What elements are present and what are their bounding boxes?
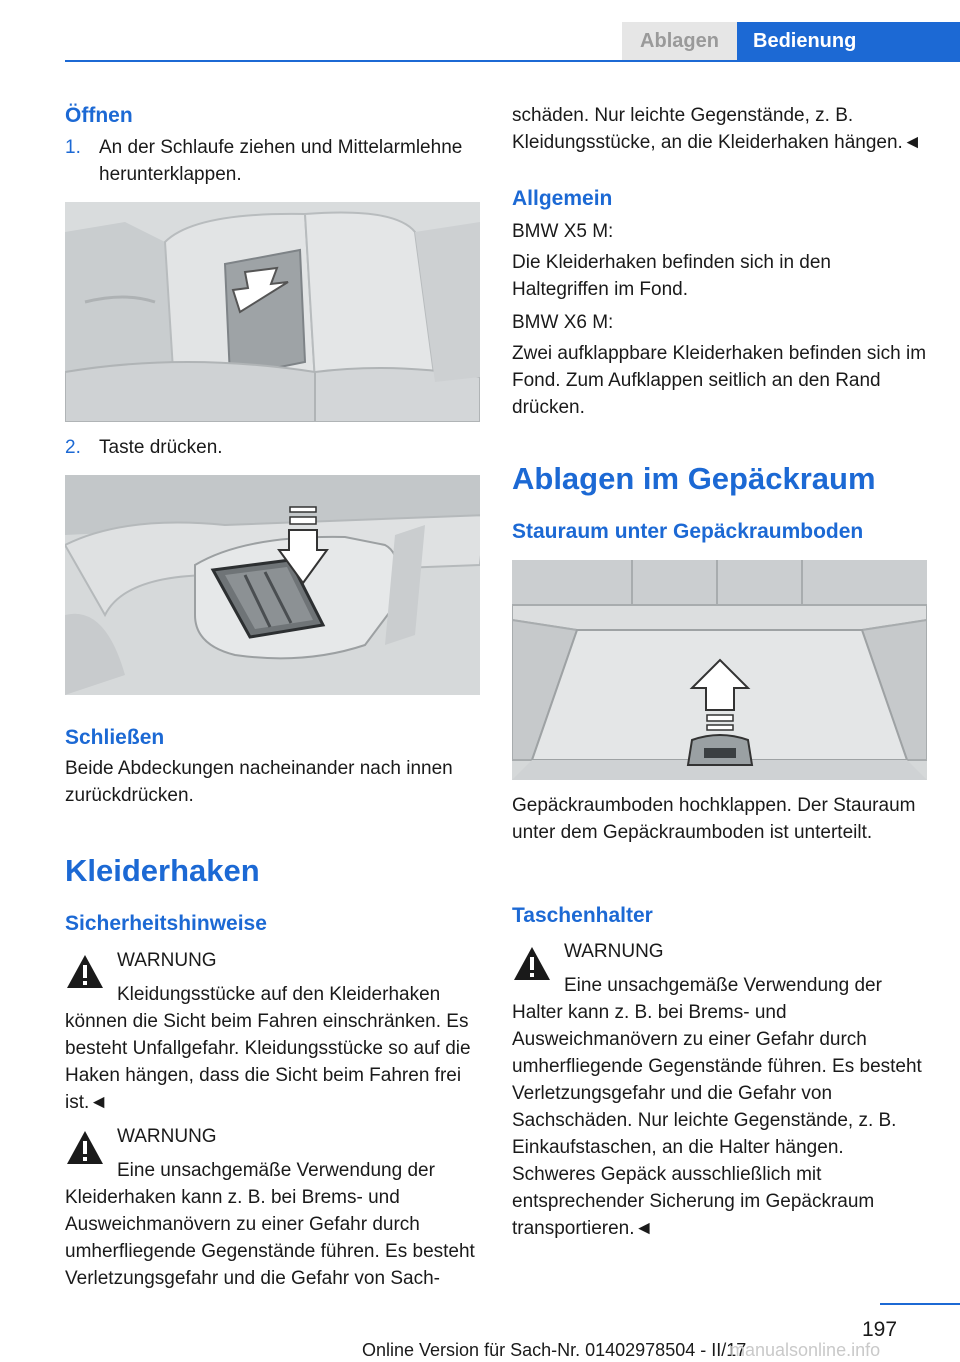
section-title-sicherheitshinweise: Sicherheitshinweise [65, 912, 267, 935]
step-text: Taste drücken. [99, 437, 223, 458]
watermark-brand: manualsonline.info [730, 1340, 881, 1360]
online-version-text: Online Version für Sach-Nr. 01402978504 - II/17 [362, 1340, 747, 1360]
step-text: An der Schlaufe ziehen und Mittelarmlehne herunterklappen. [99, 137, 463, 185]
warning-text-1: Kleidungsstücke auf den Kleiderhaken können die Sicht beim Fahren einschränken. Es besteht Unfallgefahr. Kleidungsstücke so auf die Haken hängen, dass die Sicht beim Fahren frei ist.◄ [65, 984, 471, 1113]
footer-rule [880, 1303, 960, 1305]
warning-label-1: WARNUNG [117, 950, 217, 971]
step-number: 1. [65, 137, 81, 158]
section-title-allgemein: Allgemein [512, 187, 613, 210]
stauraum-text: Gepäckraumboden hochklappen. Der Stauraum unter dem Gepäckraumboden ist unterteilt. [512, 795, 916, 843]
section-title-stauraum: Stauraum unter Gepäckraumboden [512, 520, 864, 543]
tab-bedienung[interactable]: Bedienung [737, 22, 960, 60]
list-item-step-1 [65, 134, 480, 188]
page-number: 197 [862, 1318, 898, 1341]
figure-trunk-floor [512, 560, 927, 780]
warning-text-2: Eine unsachgemäße Verwendung der Kleiderhaken kann z. B. bei Brems- und Ausweichmanövern zu einer Gefahr durch umherfliegende Gegenstände führen. Es besteht Verletzungsgefahr und die Gefahr von Sach- [65, 1160, 475, 1289]
section-title-taschenhalter: Taschenhalter [512, 904, 653, 927]
armrest-button-illustration [65, 475, 480, 695]
trunk-floor-illustration [512, 560, 927, 780]
list-item-step-2 [65, 434, 480, 461]
header-rule [65, 60, 960, 62]
continued-text: schäden. Nur leichte Gegenstände, z. B. Kleidungsstücke, an die Kleiderhaken hängen.◄ [512, 105, 922, 153]
x5-text: Die Kleiderhaken befinden sich in den Haltegriffen im Fond. [512, 252, 831, 300]
x5-label: BMW X5 M: [512, 221, 614, 242]
rear-seat-illustration [65, 202, 480, 422]
section-title-schliessen: Schließen [65, 726, 165, 749]
warning-text-3: Eine unsachgemäße Verwendung der Halter kann z. B. bei Brems- und Ausweichmanövern zu einer Gefahr durch umherfliegende Gegenstände führen. Es besteht Verletzungsgefahr und die Gefahr von Sachschäden. Nur leichte Gegenstände, z. B. Einkaufstaschen, an die Halter hängen. Schweres Gepäck ausschließlich mit entsprechender Sicherung im Gepäckraum transportieren.◄ [512, 975, 922, 1239]
warning-label-2: WARNUNG [117, 1126, 217, 1147]
figure-armrest-button [65, 475, 480, 695]
heading-kleiderhaken: Kleiderhaken [65, 853, 260, 888]
section-title-oeffnen: Öffnen [65, 104, 133, 127]
warning-label-3: WARNUNG [564, 941, 664, 962]
figure-rear-seat-armrest [65, 202, 480, 422]
x6-text: Zwei aufklappbare Kleiderhaken befinden sich im Fond. Zum Aufklappen seitlich an den Rand drücken. [512, 343, 927, 418]
x6-label: BMW X6 M: [512, 312, 614, 333]
step-number: 2. [65, 437, 81, 458]
tab-ablagen[interactable]: Ablagen [622, 22, 737, 60]
heading-ablagen-gepaeckraum: Ablagen im Gepäckraum [512, 461, 876, 496]
schliessen-text: Beide Abdeckungen nacheinander nach innen zurückdrücken. [65, 758, 453, 806]
